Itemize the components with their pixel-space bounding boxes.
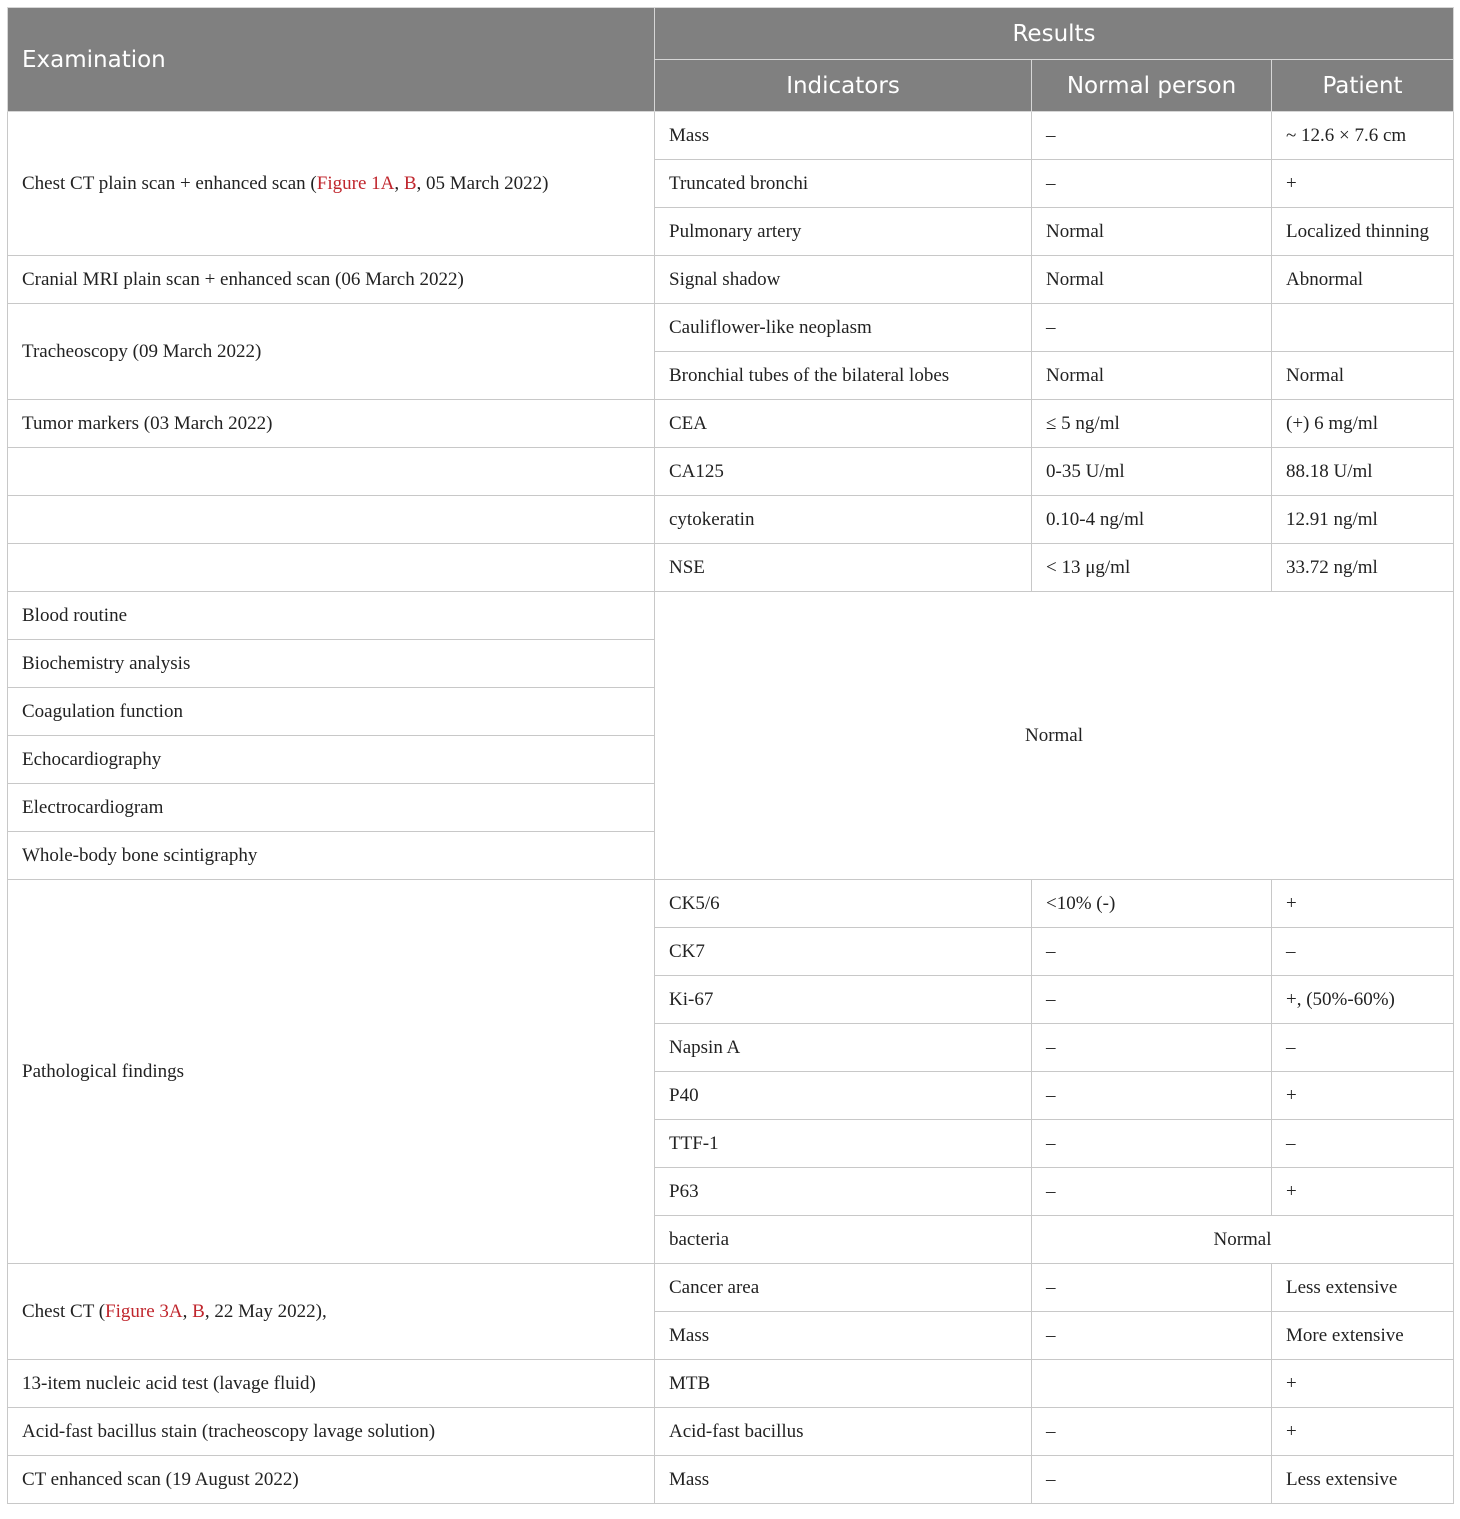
table-row bbox=[8, 112, 1454, 160]
examination-cell: Cranial MRI plain scan + enhanced scan (06 March 2022) bbox=[8, 256, 655, 304]
normal-value-cell: ≤ 5 ng/ml bbox=[1032, 400, 1272, 448]
patient-value-cell: – bbox=[1272, 1120, 1454, 1168]
normal-value-cell: – bbox=[1032, 1024, 1272, 1072]
indicator-cell: P40 bbox=[655, 1072, 1032, 1120]
normal-value-cell: – bbox=[1032, 160, 1272, 208]
normal-value-cell: – bbox=[1032, 1312, 1272, 1360]
patient-value-cell: Abnormal bbox=[1272, 256, 1454, 304]
indicator-cell: CK5/6 bbox=[655, 880, 1032, 928]
indicator-cell: Pulmonary artery bbox=[655, 208, 1032, 256]
examination-cell: Pathological findings bbox=[8, 880, 655, 1264]
patient-value-cell: + bbox=[1272, 1168, 1454, 1216]
table-row bbox=[8, 1408, 1454, 1456]
patient-value-cell: + bbox=[1272, 1360, 1454, 1408]
examination-cell bbox=[8, 544, 655, 592]
bacteria-result-cell: Normal bbox=[1032, 1216, 1454, 1264]
header-row bbox=[8, 8, 1454, 60]
indicator-cell: cytokeratin bbox=[655, 496, 1032, 544]
patient-value-cell: + bbox=[1272, 880, 1454, 928]
table-row bbox=[8, 592, 1454, 640]
table-row bbox=[8, 880, 1454, 928]
patient-value-cell: ~ 12.6 × 7.6 cm bbox=[1272, 112, 1454, 160]
indicator-cell: P63 bbox=[655, 1168, 1032, 1216]
examination-cell bbox=[8, 448, 655, 496]
normal-value-cell: – bbox=[1032, 1168, 1272, 1216]
figure-link[interactable]: Figure 3A bbox=[105, 1300, 183, 1322]
indicator-cell: NSE bbox=[655, 544, 1032, 592]
normal-value-cell: 0-35 U/ml bbox=[1032, 448, 1272, 496]
figure-link[interactable]: Figure 1A bbox=[316, 172, 395, 194]
patient-value-cell: + bbox=[1272, 1408, 1454, 1456]
normal-value-cell: – bbox=[1032, 1408, 1272, 1456]
normal-value-cell: – bbox=[1032, 1072, 1272, 1120]
examination-cell: Blood routine bbox=[8, 592, 655, 640]
table-row bbox=[8, 400, 1454, 448]
examination-cell: Electrocardiogram bbox=[8, 784, 655, 832]
patient-value-cell: – bbox=[1272, 1024, 1454, 1072]
indicator-cell: Mass bbox=[655, 1456, 1032, 1504]
examination-cell: CT enhanced scan (19 August 2022) bbox=[8, 1456, 655, 1504]
normal-value-cell: Normal bbox=[1032, 352, 1272, 400]
results-header: Results bbox=[655, 8, 1454, 60]
patient-value-cell bbox=[1272, 304, 1454, 352]
examination-header: Examination bbox=[8, 8, 655, 112]
normal-value-cell: – bbox=[1032, 112, 1272, 160]
table-row bbox=[8, 304, 1454, 352]
table-header bbox=[8, 8, 1454, 112]
normal-value-cell: – bbox=[1032, 1264, 1272, 1312]
examination-cell: Acid-fast bacillus stain (tracheoscopy lavage solution) bbox=[8, 1408, 655, 1456]
patient-value-cell: + bbox=[1272, 160, 1454, 208]
indicator-cell: bacteria bbox=[655, 1216, 1032, 1264]
normal-person-header: Normal person bbox=[1032, 60, 1272, 112]
table-row bbox=[8, 1360, 1454, 1408]
examination-cell bbox=[8, 496, 655, 544]
examination-cell: Chest CT plain scan + enhanced scan (Figure 1A, B, 05 March 2022) bbox=[8, 112, 655, 256]
indicator-cell: Cancer area bbox=[655, 1264, 1032, 1312]
examination-cell: Tumor markers (03 March 2022) bbox=[8, 400, 655, 448]
figure-link[interactable]: B bbox=[403, 172, 417, 194]
figure-link[interactable]: B bbox=[192, 1300, 205, 1322]
indicator-cell: Mass bbox=[655, 112, 1032, 160]
indicator-cell: Napsin A bbox=[655, 1024, 1032, 1072]
patient-value-cell: (+) 6 mg/ml bbox=[1272, 400, 1454, 448]
normal-value-cell: Normal bbox=[1032, 256, 1272, 304]
indicator-cell: Signal shadow bbox=[655, 256, 1032, 304]
normal-value-cell: – bbox=[1032, 976, 1272, 1024]
examination-results-table bbox=[7, 7, 1454, 1504]
normal-value-cell bbox=[1032, 1360, 1272, 1408]
examination-cell: Coagulation function bbox=[8, 688, 655, 736]
patient-value-cell: – bbox=[1272, 928, 1454, 976]
patient-value-cell: Less extensive bbox=[1272, 1264, 1454, 1312]
indicator-cell: CK7 bbox=[655, 928, 1032, 976]
examination-cell: Whole-body bone scintigraphy bbox=[8, 832, 655, 880]
normal-value-cell: <10% (-) bbox=[1032, 880, 1272, 928]
indicator-cell: CEA bbox=[655, 400, 1032, 448]
table-row bbox=[8, 1264, 1454, 1312]
table-container bbox=[7, 7, 1454, 1504]
examination-cell: Chest CT (Figure 3A, B, 22 May 2022), bbox=[8, 1264, 655, 1360]
table-row bbox=[8, 448, 1454, 496]
indicator-cell: Mass bbox=[655, 1312, 1032, 1360]
patient-value-cell: +, (50%-60%) bbox=[1272, 976, 1454, 1024]
patient-value-cell: 88.18 U/ml bbox=[1272, 448, 1454, 496]
normal-value-cell: < 13 μg/ml bbox=[1032, 544, 1272, 592]
patient-value-cell: Localized thinning bbox=[1272, 208, 1454, 256]
indicator-cell: MTB bbox=[655, 1360, 1032, 1408]
normal-value-cell: – bbox=[1032, 928, 1272, 976]
patient-value-cell: More extensive bbox=[1272, 1312, 1454, 1360]
normal-value-cell: – bbox=[1032, 304, 1272, 352]
examination-cell: Tracheoscopy (09 March 2022) bbox=[8, 304, 655, 400]
table-row bbox=[8, 496, 1454, 544]
normal-value-cell: 0.10-4 ng/ml bbox=[1032, 496, 1272, 544]
examination-cell: Biochemistry analysis bbox=[8, 640, 655, 688]
patient-value-cell: 12.91 ng/ml bbox=[1272, 496, 1454, 544]
table-row bbox=[8, 544, 1454, 592]
indicator-cell: CA125 bbox=[655, 448, 1032, 496]
indicators-header: Indicators bbox=[655, 60, 1032, 112]
indicator-cell: Ki-67 bbox=[655, 976, 1032, 1024]
patient-value-cell: 33.72 ng/ml bbox=[1272, 544, 1454, 592]
table-row bbox=[8, 1456, 1454, 1504]
normal-result-cell: Normal bbox=[655, 592, 1454, 880]
table-body bbox=[8, 112, 1454, 1504]
normal-value-cell: – bbox=[1032, 1456, 1272, 1504]
indicator-cell: Cauliflower-like neoplasm bbox=[655, 304, 1032, 352]
patient-value-cell: Normal bbox=[1272, 352, 1454, 400]
normal-value-cell: – bbox=[1032, 1120, 1272, 1168]
indicator-cell: Bronchial tubes of the bilateral lobes bbox=[655, 352, 1032, 400]
examination-cell: Echocardiography bbox=[8, 736, 655, 784]
examination-cell: 13-item nucleic acid test (lavage fluid) bbox=[8, 1360, 655, 1408]
table-row bbox=[8, 256, 1454, 304]
indicator-cell: Truncated bronchi bbox=[655, 160, 1032, 208]
indicator-cell: TTF-1 bbox=[655, 1120, 1032, 1168]
patient-value-cell: Less extensive bbox=[1272, 1456, 1454, 1504]
patient-value-cell: + bbox=[1272, 1072, 1454, 1120]
indicator-cell: Acid-fast bacillus bbox=[655, 1408, 1032, 1456]
normal-value-cell: Normal bbox=[1032, 208, 1272, 256]
patient-header: Patient bbox=[1272, 60, 1454, 112]
